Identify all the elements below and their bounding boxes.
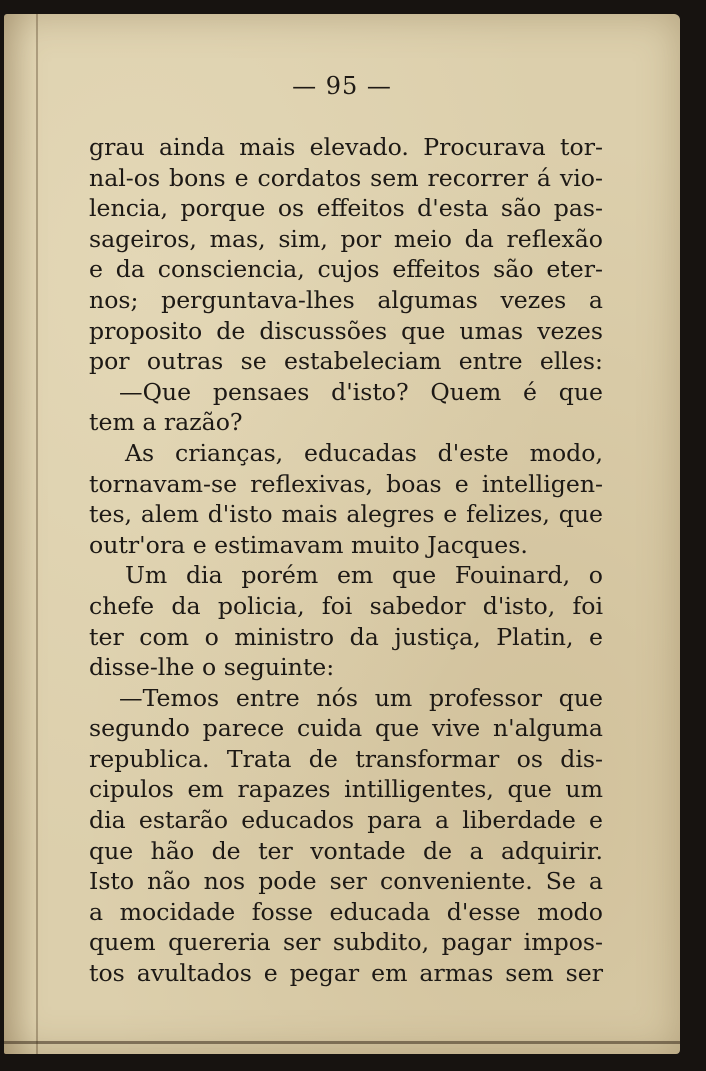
text-line: disse-lhe o seguinte: [89, 653, 335, 682]
text-line: —Temos entre nós um professor que [119, 683, 603, 712]
text-line: lencia, porque os effeitos d'esta são pas- [89, 194, 603, 223]
text-line: e da consciencia, cujos effeitos são eter- [89, 255, 603, 284]
text-line: por outras se estabeleciam entre elles: [89, 347, 603, 376]
text-line: chefe da policia, foi sabedor d'isto, foi [89, 591, 603, 620]
text-line: nal-os bons e cordatos sem recorrer á vio- [89, 163, 603, 192]
text-line: —Que pensaes d'isto? Quem é que [119, 377, 603, 406]
text-line: cipulos em rapazes intilligentes, que um [89, 775, 603, 804]
text-line: grau ainda mais elevado. Procurava tor- [89, 133, 603, 161]
page-bottom-edge [4, 1041, 680, 1044]
text-line: Isto não nos pode ser conveniente. Se a [89, 867, 603, 896]
text-line: proposito de discussões que umas vezes [89, 316, 603, 345]
text-line: segundo parece cuida que vive n'alguma [89, 714, 603, 743]
text-line: Um dia porém em que Fouinard, o [125, 561, 603, 590]
text-line: tes, alem d'isto mais alegres e felizes, que [89, 500, 603, 529]
text-line: republica. Trata de transformar os dis- [89, 744, 603, 773]
book-page [4, 14, 680, 1054]
text-line: quem quereria ser subdito, pagar impos- [89, 928, 603, 957]
text-line: sageiros, mas, sim, por meio da reflexão [89, 224, 603, 253]
page-binding-edge [4, 14, 38, 1054]
text-line: tornavam-se reflexivas, boas e intelligen- [89, 469, 603, 498]
text-line: As crianças, educadas d'este modo, [125, 438, 603, 467]
text-line: tos avultados e pegar em armas sem ser [89, 959, 603, 988]
body-text [89, 132, 603, 989]
text-line: outr'ora e estimavam muito Jacques. [89, 530, 528, 559]
page-number: — 95 — [292, 72, 392, 100]
text-line: ter com o ministro da justiça, Platin, e [89, 622, 603, 651]
text-line: nos; perguntava-lhes algumas vezes a [89, 285, 603, 314]
text-line: tem a razão? [89, 408, 243, 437]
text-line: que hão de ter vontade de a adquirir. [89, 836, 603, 865]
text-line: dia estarão educados para a liberdade e [89, 806, 603, 835]
text-line: a mocidade fosse educada d'esse modo [89, 897, 603, 926]
